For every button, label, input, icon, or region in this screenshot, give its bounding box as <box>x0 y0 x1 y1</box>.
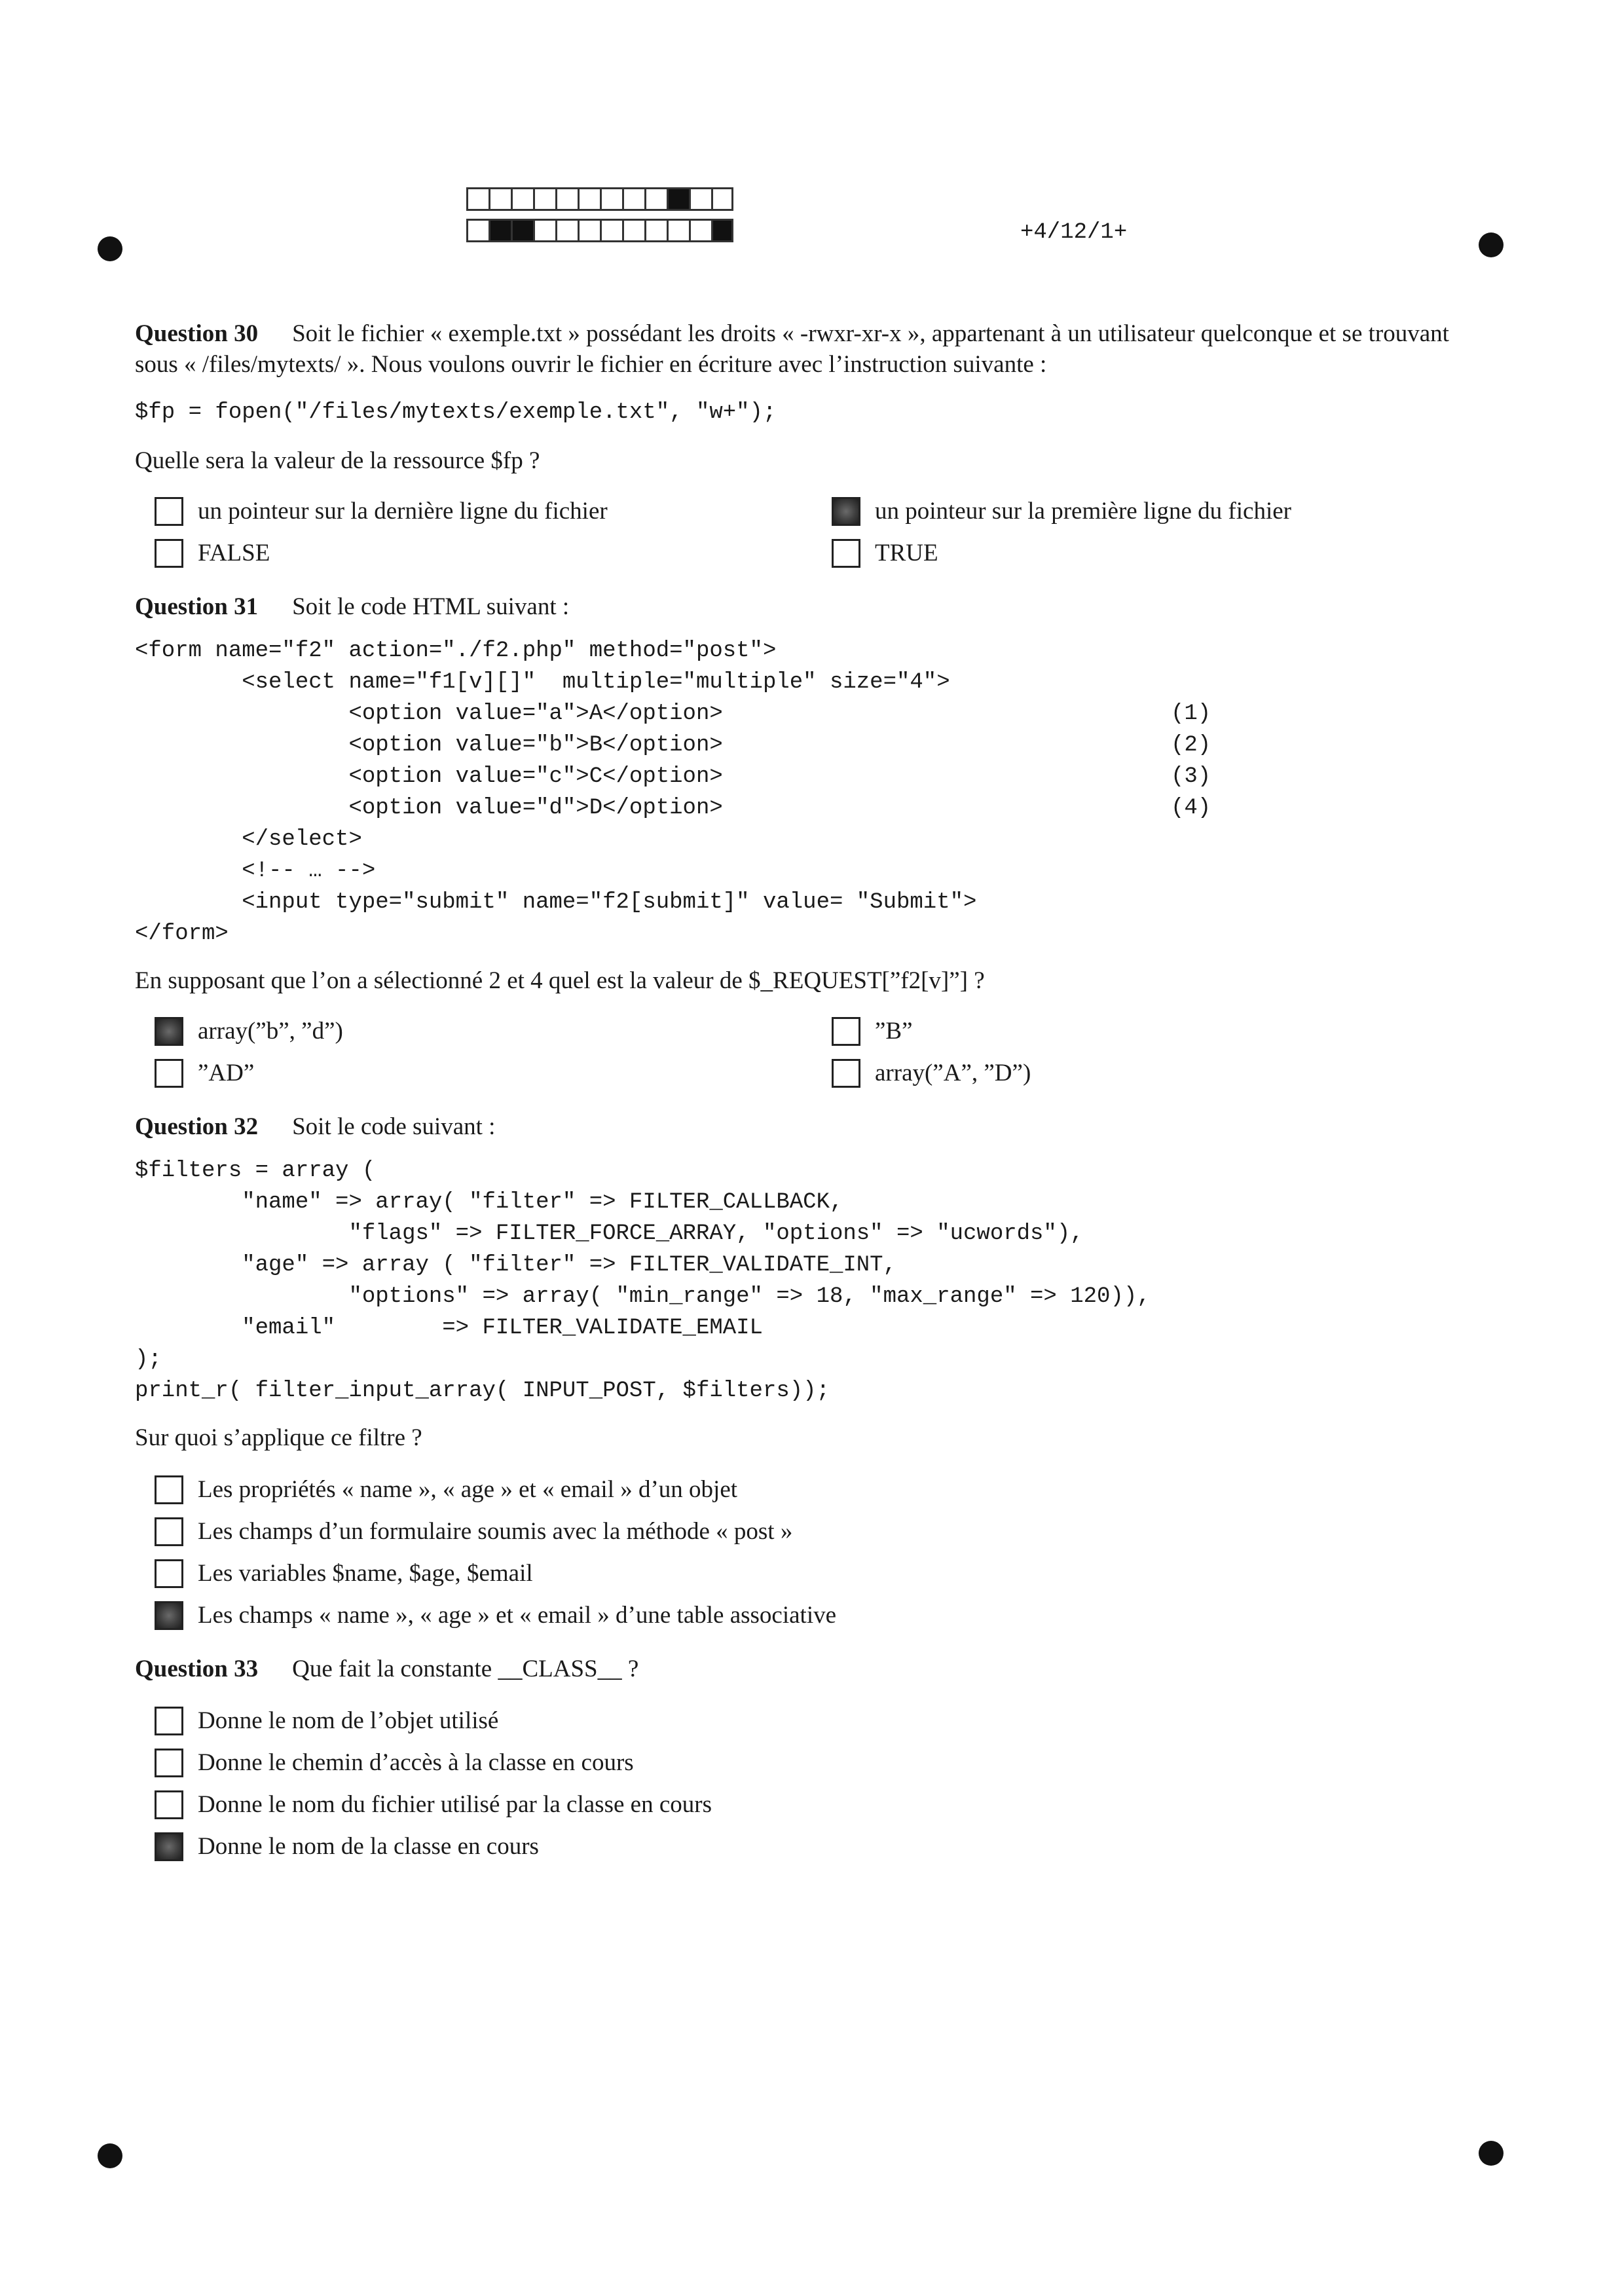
question-prompt: Quelle sera la valeur de la ressource $fp ? <box>135 447 540 474</box>
answer-options <box>155 1474 1477 1631</box>
question-31 <box>135 591 1477 1089</box>
code-snippet: <form name="f2" action="./f2.php" method="post"> <select name="f1[v][]" multiple="multiple" size="4"> <option value="a">A</option> <option value="b">B</option> <option value="c">C</option> <option value="d">D</option> </select> <!-- … --> <input type="submit" name="f2[submit]" value= "Submit"> </form> <box>135 639 977 946</box>
question-text: Soit le fichier « exemple.txt » possédant les droits « -rwxr-xr-x », appartenant à un utilisateur quelconque et se trouvant sous « /files/mytexts/ ». Nous voulons ouvrir le fichier en écriture avec l’instruction suivante : <box>135 320 1449 378</box>
question-number: Question 32 <box>135 1113 259 1140</box>
answer-option[interactable] <box>155 1705 1477 1737</box>
answer-option[interactable] <box>155 1789 1477 1821</box>
question-number: Question 31 <box>135 593 259 620</box>
option-label: un pointeur sur la dernière ligne du fichier <box>198 498 608 525</box>
code-snippet: $fp = fopen("/files/mytexts/exemple.txt", "w+"); <box>135 400 777 425</box>
answer-options <box>155 1016 1477 1089</box>
line-marker: (2) <box>1171 733 1211 758</box>
checkbox[interactable] <box>155 1559 183 1588</box>
question-32 <box>135 1111 1477 1631</box>
question-prompt: Sur quoi s’applique ce filtre ? <box>135 1424 422 1451</box>
option-label: Les champs « name », « age » et « email » d’une table associative <box>198 1602 837 1629</box>
checkbox[interactable] <box>832 1017 860 1046</box>
answer-option[interactable] <box>832 1016 1486 1047</box>
page-code: +4/12/1+ <box>1020 220 1128 245</box>
answer-option[interactable] <box>155 1058 832 1089</box>
checkbox-checked[interactable] <box>832 497 860 526</box>
answer-option[interactable] <box>155 1474 1477 1506</box>
option-label: Donne le nom de la classe en cours <box>198 1833 539 1860</box>
option-label: Donne le chemin d’accès à la classe en cours <box>198 1749 634 1776</box>
question-number: Question 33 <box>135 1656 259 1682</box>
answer-options <box>155 1705 1477 1862</box>
checkbox[interactable] <box>155 1517 183 1546</box>
registration-mark <box>98 2143 122 2168</box>
question-33 <box>135 1654 1477 1862</box>
registration-mark <box>98 236 122 261</box>
checkbox[interactable] <box>155 539 183 568</box>
checkbox[interactable] <box>155 497 183 526</box>
question-text: Soit le code suivant : <box>292 1113 496 1140</box>
checkbox[interactable] <box>155 1707 183 1735</box>
answer-option[interactable] <box>155 538 832 569</box>
question-prompt: En supposant que l’on a sélectionné 2 et 4 quel est la valeur de $_REQUEST[”f2[v]”] ? <box>135 967 985 994</box>
checkbox[interactable] <box>155 1790 183 1819</box>
option-label: Les propriétés « name », « age » et « email » d’un objet <box>198 1476 738 1503</box>
checkbox[interactable] <box>155 1749 183 1777</box>
answer-option[interactable] <box>155 496 832 527</box>
code-block <box>135 635 1477 950</box>
option-label: Donne le nom de l’objet utilisé <box>198 1707 499 1734</box>
registration-mark <box>1479 232 1504 257</box>
checkbox[interactable] <box>832 1059 860 1088</box>
checkbox-checked[interactable] <box>155 1017 183 1046</box>
question-list <box>135 318 1477 1885</box>
answer-option[interactable] <box>155 1016 832 1047</box>
checkbox[interactable] <box>155 1059 183 1088</box>
line-marker: (1) <box>1171 701 1211 726</box>
answer-option[interactable] <box>155 1747 1477 1779</box>
option-label: Les variables $name, $age, $email <box>198 1560 533 1587</box>
option-label: ”B” <box>875 1018 913 1045</box>
option-label: ”AD” <box>198 1060 255 1086</box>
checkbox-checked[interactable] <box>155 1832 183 1861</box>
option-label: Les champs d’un formulaire soumis avec la méthode « post » <box>198 1518 793 1545</box>
line-marker: (4) <box>1171 796 1211 821</box>
barcode-row-2 <box>466 219 733 242</box>
answer-options <box>155 496 1477 569</box>
answer-option[interactable] <box>832 538 1486 569</box>
question-text: Soit le code HTML suivant : <box>292 593 570 620</box>
question-30 <box>135 318 1477 569</box>
answer-option[interactable] <box>155 1558 1477 1589</box>
answer-option[interactable] <box>155 1831 1477 1862</box>
question-number: Question 30 <box>135 320 259 347</box>
question-text: Que fait la constante __CLASS__ ? <box>292 1656 639 1682</box>
answer-option[interactable] <box>155 1600 1477 1631</box>
checkbox[interactable] <box>832 539 860 568</box>
answer-option[interactable] <box>155 1516 1477 1547</box>
option-label: array(”A”, ”D”) <box>875 1060 1031 1086</box>
code-snippet: $filters = array ( "name" => array( "filter" => FILTER_CALLBACK, "flags" => FILTER_FORCE_ARRAY, "options" => "ucwords"), "age" => array ( "filter" => FILTER_VALIDATE_INT, "options" => array( "min_range" => 18, "max_range" => 120)), "email" => FILTER_VALIDATE_EMAIL ); print_r( filter_input_array( INPUT_POST, $filters)); <box>135 1158 1151 1403</box>
checkbox[interactable] <box>155 1475 183 1504</box>
answer-option[interactable] <box>832 496 1486 527</box>
registration-mark <box>1479 2141 1504 2166</box>
answer-option[interactable] <box>832 1058 1486 1089</box>
option-label: un pointeur sur la première ligne du fichier <box>875 498 1291 525</box>
line-markers <box>1171 698 1211 824</box>
barcode-row-1 <box>466 187 733 211</box>
line-marker: (3) <box>1171 764 1211 789</box>
option-label: TRUE <box>875 540 938 566</box>
checkbox-checked[interactable] <box>155 1601 183 1630</box>
code-block <box>135 1155 1477 1407</box>
option-label: Donne le nom du fichier utilisé par la classe en cours <box>198 1791 712 1818</box>
option-label: FALSE <box>198 540 270 566</box>
option-label: array(”b”, ”d”) <box>198 1018 343 1045</box>
